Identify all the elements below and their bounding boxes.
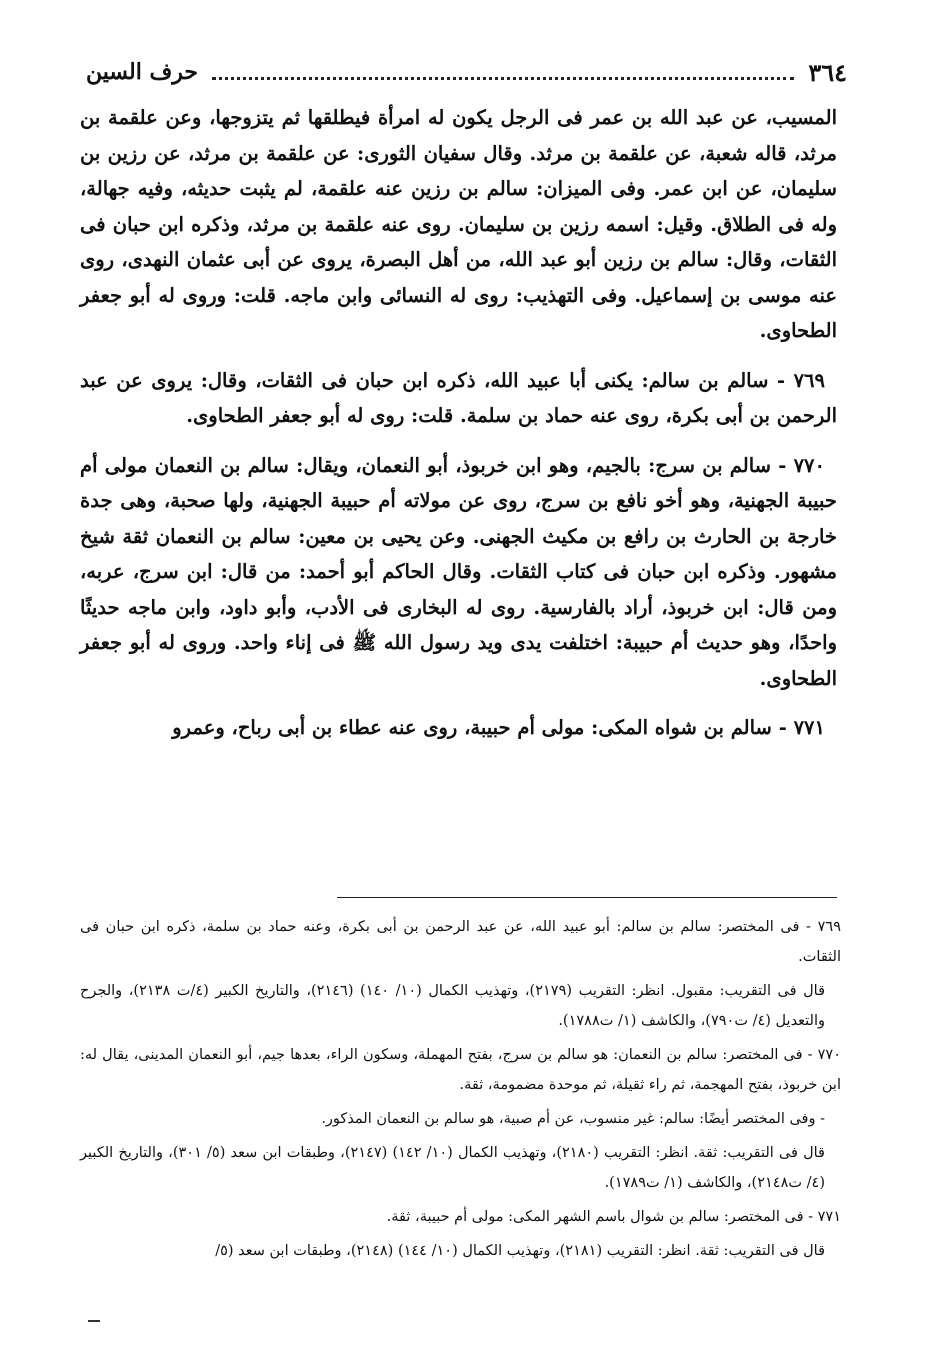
footnote-770-sources: قال فى التقريب: ثقة. انظر: التقريب (٢١٨٠)، وتهذيب الكمال (١٠/ ١٤٢) (٢١٤٧)، وطبقات ابن سعد (٥/ ٣٠١)، والتاريخ الكبير (٤/ ت٢١٤٨)، والكاشف (١/ ت١٧٨٩). bbox=[80, 1145, 825, 1191]
footnote-771-sources: قال فى التقريب: ثقة. انظر: التقريب (٢١٨١)، وتهذيب الكمال (١٠/ ١٤٤) (٢١٤٨)، وطبقات ابن سعد (٥/ bbox=[215, 1243, 825, 1259]
paragraph-continuation: المسيب، عن عبد الله بن عمر فى الرجل يكون له امرأة فيطلقها ثم يتزوجها، وعن علقمة بن مرثد، قاله شعبة، عن علقمة بن مرثد. وقال سفيان الثورى: عن علقمة بن مرثد، عن رزين بن سليمان، عن ابن عمر. وفى الميزان: سالم بن رزين عنه علقمة، لم يثبت حديثه، وفيه جهالة، وله فى الطلاق. وقيل: اسمه رزين بن سليمان. روى عنه علقمة بن مرثد، وذكره ابن حبان فى الثقات، وقال: سالم بن رزين أبو عبد الله، من أهل البصرة، يروى عن أبى عثمان النهدى، روى عنه موسى بن إسماعيل. وفى التهذيب: روى له النسائى وابن ماجه. قلت: وروى له أبو جعفر الطحاوى. bbox=[80, 106, 837, 342]
footnote-separator bbox=[337, 897, 837, 898]
page-mark bbox=[88, 1320, 100, 1322]
entry-769: ٧٦٩ - سالم بن سالم: يكنى أبا عبيد الله، ذكره ابن حبان فى الثقات، وقال: يروى عن عبد الرحمن بن أبى بكرة، روى عنه حماد بن سلمة. قلت: روى له أبو جعفر الطحاوى. bbox=[80, 368, 837, 427]
footnote-770: ٧٧٠ - فى المختصر: سالم بن النعمان: هو سالم بن سرج، بفتح المهملة، وسكون الراء، بعدها جيم، أبو النعمان المدينى، يقال له: ابن خربوذ، بفتح المهجمة، ثم راء ثقيلة، ثم موحدة مضمومة، ثقة. bbox=[80, 1047, 841, 1093]
footnote-769-sources: قال فى التقريب: مقبول. انظر: التقريب (٢١٧٩)، وتهذيب الكمال (١٠/ ١٤٠) (٢١٤٦)، والتاريخ الكبير (٤/ت ٢١٣٨)، والجرح والتعديل (٤/ ت٧٩٠)، والكاشف (١/ ت١٧٨٨). bbox=[80, 983, 825, 1029]
header-dotted-leader bbox=[212, 77, 794, 80]
chapter-title: حرف السين bbox=[86, 59, 199, 85]
footnotes bbox=[80, 912, 841, 1270]
footnote-770-alt: - وفى المختصر أيضًا: سالم: غير منسوب، عن أم صبية، هو سالم بن النعمان المذكور. bbox=[321, 1111, 825, 1127]
footnote-771: ٧٧١ - فى المختصر: سالم بن شوال باسم الشهر المكى: مولى أم حبيبة، ثقة. bbox=[386, 1209, 841, 1225]
entry-770: ٧٧٠ - سالم بن سرج: بالجيم، وهو ابن خربوذ، أبو النعمان، ويقال: سالم بن النعمان مولى أم حبيبة الجهنية، وهو أخو نافع بن سرج، روى عن مولاته أم حبيبة الجهنية، ولها صحبة، وهى جدة خارجة بن الحارث بن رافع بن مكيث الجهنى. وعن يحيى بن معين: سالم بن النعمان ثقة شيخ مشهور. وذكره ابن حبان فى كتاب الثقات. وقال الحاكم أبو أحمد: من قال: ابن سرج، عربه، ومن قال: ابن خربوذ، أراد بالفارسية. روى له البخارى فى الأدب، وأبو داود، وابن ماجه حديثًا واحدًا، وهو حديث أم حبيبة: اختلفت يدى ويد رسول الله ﷺ فى إناء واحد. وروى له أبو جعفر الطحاوى. bbox=[80, 453, 837, 690]
page-number: ٣٦٤ bbox=[808, 57, 847, 87]
running-header bbox=[86, 52, 847, 92]
entry-771: ٧٧١ - سالم بن شواه المكى: مولى أم حبيبة، روى عنه عطاء بن أبى رباح، وعمرو bbox=[172, 716, 825, 739]
footnote-769: ٧٦٩ - فى المختصر: سالم بن سالم: أبو عبيد الله، عن عبد الرحمن بن أبى بكرة، وعنه حماد بن سلمة، ذكره ابن حبان فى الثقات. bbox=[80, 919, 841, 965]
main-text bbox=[80, 100, 837, 760]
